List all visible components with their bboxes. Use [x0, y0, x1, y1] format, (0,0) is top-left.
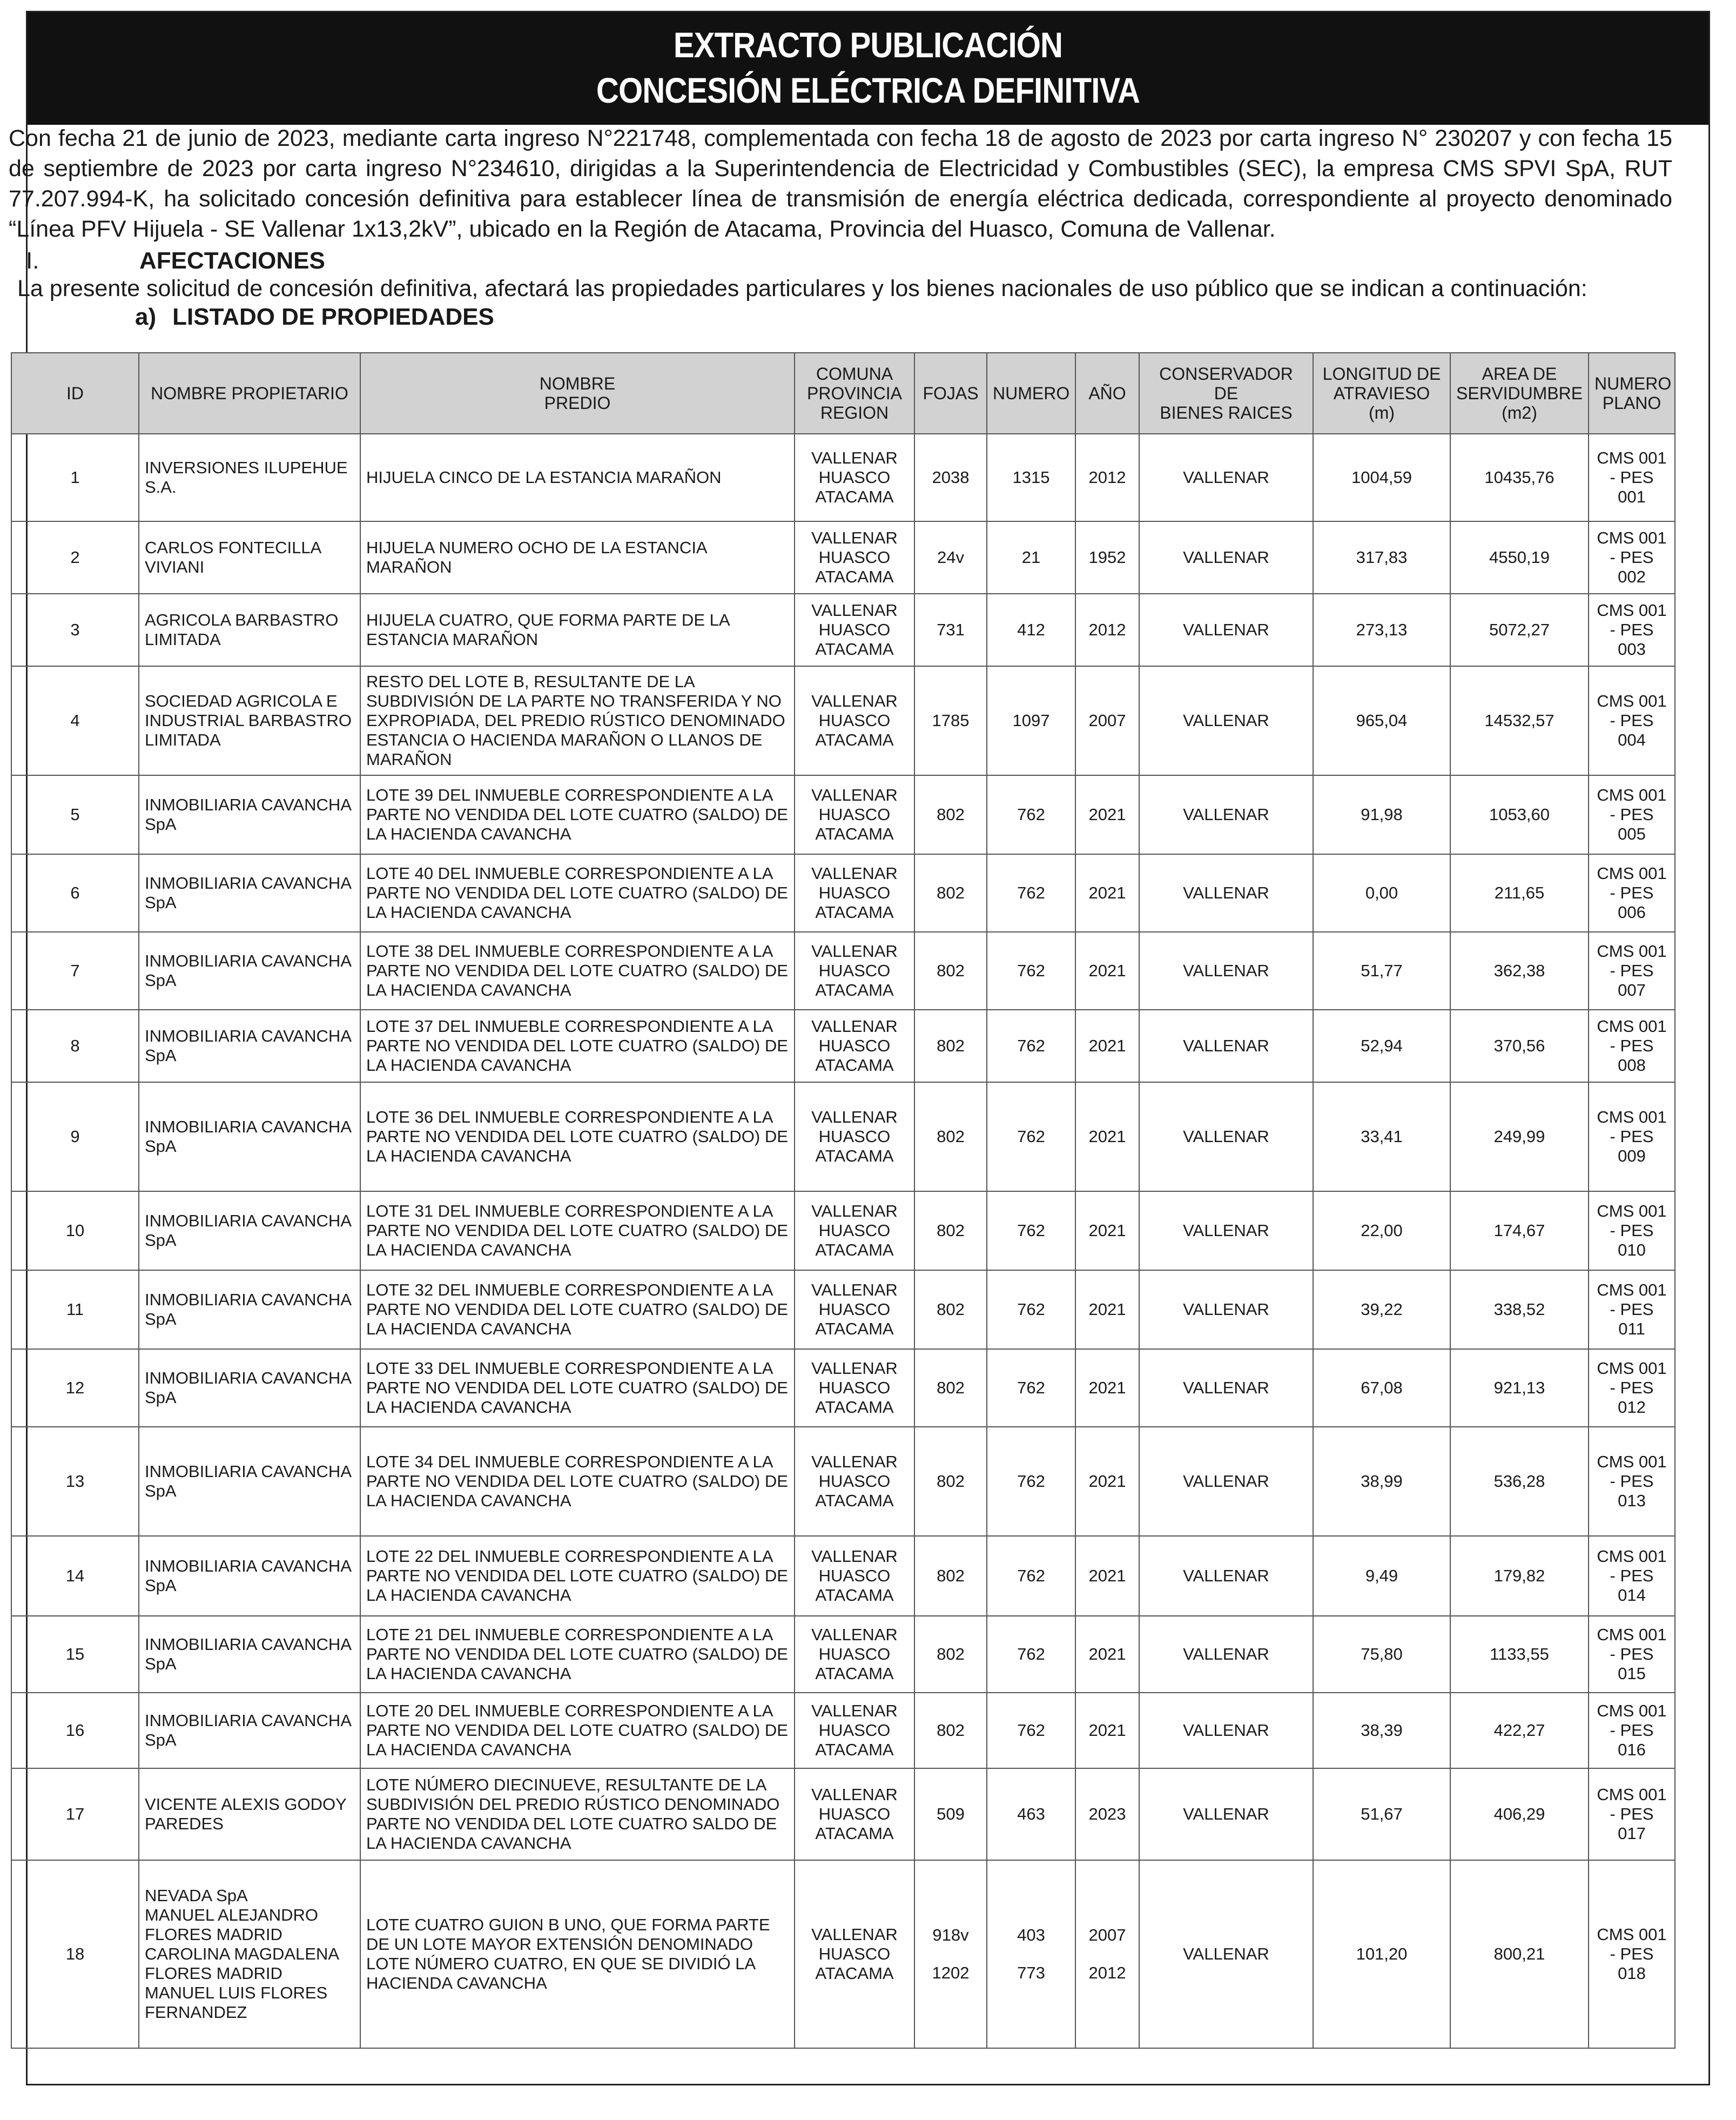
cell-plano: CMS 001 - PES 005 [1589, 775, 1675, 854]
cell-location: VALLENAR HUASCO ATACAMA [795, 1427, 914, 1536]
cell-id: 7 [11, 932, 139, 1010]
table-row [11, 1191, 1675, 1270]
table-row [11, 1349, 1675, 1427]
cell-owner: AGRICOLA BARBASTRO LIMITADA [139, 594, 360, 666]
cell-property: LOTE 40 DEL INMUEBLE CORRESPONDIENTE A LA PARTE NO VENDIDA DEL LOTE CUATRO (SALDO) DE LA HACIENDA CAVANCHA [360, 854, 795, 932]
cell-longitud: 22,00 [1313, 1191, 1450, 1270]
cell-numero: 403 773 [987, 1860, 1075, 2048]
cell-fojas: 802 [914, 1693, 987, 1768]
cell-conservador: VALLENAR [1139, 1427, 1313, 1536]
cell-anio: 2021 [1075, 1693, 1139, 1768]
cell-area: 422,27 [1450, 1693, 1589, 1768]
cell-location: VALLENAR HUASCO ATACAMA [795, 1270, 914, 1349]
subsection-number: a) [135, 304, 157, 330]
cell-conservador: VALLENAR [1139, 1270, 1313, 1349]
cell-owner: INVERSIONES ILUPEHUE S.A. [139, 434, 360, 521]
cell-area: 4550,19 [1450, 521, 1589, 594]
cell-anio: 2021 [1075, 1270, 1139, 1349]
cell-conservador: VALLENAR [1139, 1191, 1313, 1270]
cell-anio: 2021 [1075, 1616, 1139, 1693]
cell-id: 11 [11, 1270, 139, 1349]
cell-id: 3 [11, 594, 139, 666]
table-row [11, 521, 1675, 594]
properties-table [11, 352, 1676, 2049]
cell-conservador: VALLENAR [1139, 594, 1313, 666]
header-id: ID [11, 353, 139, 434]
cell-owner: INMOBILIARIA CAVANCHA SpA [139, 775, 360, 854]
cell-numero: 762 [987, 1191, 1075, 1270]
table-row [11, 775, 1675, 854]
table-row [11, 854, 1675, 932]
cell-location: VALLENAR HUASCO ATACAMA [795, 666, 914, 775]
cell-fojas: 802 [914, 854, 987, 932]
cell-anio: 1952 [1075, 521, 1139, 594]
cell-numero: 762 [987, 1536, 1075, 1616]
cell-id: 4 [11, 666, 139, 775]
cell-id: 15 [11, 1616, 139, 1693]
cell-location: VALLENAR HUASCO ATACAMA [795, 1349, 914, 1427]
cell-numero: 762 [987, 1270, 1075, 1349]
cell-location: VALLENAR HUASCO ATACAMA [795, 434, 914, 521]
cell-plano: CMS 001 - PES 004 [1589, 666, 1675, 775]
cell-longitud: 67,08 [1313, 1349, 1450, 1427]
subsection-title: LISTADO DE PROPIEDADES [172, 304, 494, 330]
cell-plano: CMS 001 - PES 010 [1589, 1191, 1675, 1270]
cell-id: 17 [11, 1768, 139, 1860]
cell-plano: CMS 001 - PES 018 [1589, 1860, 1675, 2048]
cell-fojas: 918v 1202 [914, 1860, 987, 2048]
title-banner [28, 12, 1708, 125]
cell-id: 2 [11, 521, 139, 594]
cell-anio: 2021 [1075, 1191, 1139, 1270]
cell-plano: CMS 001 - PES 014 [1589, 1536, 1675, 1616]
cell-fojas: 802 [914, 932, 987, 1010]
cell-property: HIJUELA CINCO DE LA ESTANCIA MARAÑON [360, 434, 795, 521]
table-header-row [11, 353, 1675, 434]
cell-fojas: 1785 [914, 666, 987, 775]
cell-property: LOTE 20 DEL INMUEBLE CORRESPONDIENTE A LA PARTE NO VENDIDA DEL LOTE CUATRO (SALDO) DE LA HACIENDA CAVANCHA [360, 1693, 795, 1768]
cell-conservador: VALLENAR [1139, 1536, 1313, 1616]
cell-area: 370,56 [1450, 1010, 1589, 1082]
cell-owner: INMOBILIARIA CAVANCHA SpA [139, 1349, 360, 1427]
header-numero: NUMERO [987, 353, 1075, 434]
header-area: AREA DE SERVIDUMBRE (m2) [1450, 353, 1589, 434]
cell-fojas: 802 [914, 1536, 987, 1616]
cell-anio: 2021 [1075, 1427, 1139, 1536]
cell-numero: 1097 [987, 666, 1075, 775]
cell-conservador: VALLENAR [1139, 1082, 1313, 1191]
cell-id: 8 [11, 1010, 139, 1082]
cell-property: HIJUELA NUMERO OCHO DE LA ESTANCIA MARAÑON [360, 521, 795, 594]
cell-area: 5072,27 [1450, 594, 1589, 666]
cell-location: VALLENAR HUASCO ATACAMA [795, 1191, 914, 1270]
cell-property: LOTE NÚMERO DIECINUEVE, RESULTANTE DE LA SUBDIVISIÓN DEL PREDIO RÚSTICO DENOMINADO PARTE NO VENDIDA DEL LOTE CUATRO SALDO DE LA HACIENDA CAVANCHA [360, 1768, 795, 1860]
cell-area: 800,21 [1450, 1860, 1589, 2048]
cell-id: 14 [11, 1536, 139, 1616]
cell-property: LOTE 32 DEL INMUEBLE CORRESPONDIENTE A LA PARTE NO VENDIDA DEL LOTE CUATRO (SALDO) DE LA HACIENDA CAVANCHA [360, 1270, 795, 1349]
cell-longitud: 38,99 [1313, 1427, 1450, 1536]
table-row [11, 434, 1675, 521]
table-row-18 [11, 1860, 1675, 2048]
cell-anio: 2012 [1075, 594, 1139, 666]
cell-location: VALLENAR HUASCO ATACAMA [795, 1010, 914, 1082]
cell-property: LOTE 36 DEL INMUEBLE CORRESPONDIENTE A LA PARTE NO VENDIDA DEL LOTE CUATRO (SALDO) DE LA HACIENDA CAVANCHA [360, 1082, 795, 1191]
cell-area: 249,99 [1450, 1082, 1589, 1191]
section-afectaciones [26, 247, 325, 274]
cell-fojas: 24v [914, 521, 987, 594]
cell-id: 1 [11, 434, 139, 521]
cell-location: VALLENAR HUASCO ATACAMA [795, 1768, 914, 1860]
cell-owner: INMOBILIARIA CAVANCHA SpA [139, 1616, 360, 1693]
cell-numero: 762 [987, 1427, 1075, 1536]
cell-property: RESTO DEL LOTE B, RESULTANTE DE LA SUBDIVISIÓN DE LA PARTE NO TRANSFERIDA Y NO EXPROPIADA, DEL PREDIO RÚSTICO DENOMINADO ESTANCIA O HACIENDA MARAÑON O LLANOS DE MARAÑON [360, 666, 795, 775]
cell-location: VALLENAR HUASCO ATACAMA [795, 1082, 914, 1191]
cell-longitud: 965,04 [1313, 666, 1450, 775]
table-row [11, 1536, 1675, 1616]
cell-conservador: VALLENAR [1139, 1693, 1313, 1768]
cell-location: VALLENAR HUASCO ATACAMA [795, 1616, 914, 1693]
cell-longitud: 33,41 [1313, 1082, 1450, 1191]
cell-longitud: 39,22 [1313, 1270, 1450, 1349]
cell-owner: INMOBILIARIA CAVANCHA SpA [139, 1270, 360, 1349]
section-number: I. [26, 247, 39, 274]
table-row [11, 1427, 1675, 1536]
cell-property: LOTE 22 DEL INMUEBLE CORRESPONDIENTE A LA PARTE NO VENDIDA DEL LOTE CUATRO (SALDO) DE LA HACIENDA CAVANCHA [360, 1536, 795, 1616]
cell-plano: CMS 001 - PES 003 [1589, 594, 1675, 666]
cell-fojas: 802 [914, 1010, 987, 1082]
cell-conservador: VALLENAR [1139, 1616, 1313, 1693]
cell-plano: CMS 001 - PES 009 [1589, 1082, 1675, 1191]
cell-numero: 412 [987, 594, 1075, 666]
cell-area: 10435,76 [1450, 434, 1589, 521]
cell-longitud: 317,83 [1313, 521, 1450, 594]
table-row [11, 1010, 1675, 1082]
cell-longitud: 1004,59 [1313, 434, 1450, 521]
cell-fojas: 802 [914, 1427, 987, 1536]
section-title: AFECTACIONES [139, 247, 325, 274]
cell-anio: 2021 [1075, 1010, 1139, 1082]
intro-paragraph: Con fecha 21 de junio de 2023, mediante carta ingreso N°221748, complementada con fecha 18 de agosto de 2023 por carta ingreso N° 230207 y con fecha 15 de septiembre de 2023 por carta ingreso N°234610, dirigidas a la Superintendencia de Electricidad y Combustibles (SEC), la empresa CMS SPVI SpA, RUT 77.207.994-K, ha solicitado concesión definitiva para establecer línea de transmisión de energía eléctrica dedicada, correspondiente al proyecto denominado “Línea PFV Hijuela - SE Vallenar 1x13,2kV”, ubicado en la Región de Atacama, Provincia del Huasco, Comuna de Vallenar. [9, 125, 1672, 242]
cell-area: 406,29 [1450, 1768, 1589, 1860]
cell-anio: 2021 [1075, 775, 1139, 854]
cell-property: LOTE 39 DEL INMUEBLE CORRESPONDIENTE A LA PARTE NO VENDIDA DEL LOTE CUATRO (SALDO) DE LA HACIENDA CAVANCHA [360, 775, 795, 854]
cell-fojas: 802 [914, 1270, 987, 1349]
table-row [11, 594, 1675, 666]
cell-numero: 762 [987, 1010, 1075, 1082]
table-row [11, 1768, 1675, 1860]
cell-plano: CMS 001 - PES 002 [1589, 521, 1675, 594]
cell-location: VALLENAR HUASCO ATACAMA [795, 932, 914, 1010]
table-row [11, 1270, 1675, 1349]
cell-numero: 762 [987, 1616, 1075, 1693]
cell-property: LOTE 34 DEL INMUEBLE CORRESPONDIENTE A LA PARTE NO VENDIDA DEL LOTE CUATRO (SALDO) DE LA HACIENDA CAVANCHA [360, 1427, 795, 1536]
cell-numero: 762 [987, 854, 1075, 932]
cell-anio: 2012 [1075, 434, 1139, 521]
cell-conservador: VALLENAR [1139, 434, 1313, 521]
cell-fojas: 802 [914, 1349, 987, 1427]
table-row [11, 1082, 1675, 1191]
header-anio: AÑO [1075, 353, 1139, 434]
cell-longitud: 51,67 [1313, 1768, 1450, 1860]
cell-plano: CMS 001 - PES 017 [1589, 1768, 1675, 1860]
cell-id: 5 [11, 775, 139, 854]
cell-area: 211,65 [1450, 854, 1589, 932]
cell-area: 1053,60 [1450, 775, 1589, 854]
cell-conservador: VALLENAR [1139, 521, 1313, 594]
cell-owner: INMOBILIARIA CAVANCHA SpA [139, 1010, 360, 1082]
cell-owner: CARLOS FONTECILLA VIVIANI [139, 521, 360, 594]
cell-owner: NEVADA SpA MANUEL ALEJANDRO FLORES MADRID CAROLINA MAGDALENA FLORES MADRID MANUEL LUIS FLORES FERNANDEZ [139, 1860, 360, 2048]
cell-area: 14532,57 [1450, 666, 1589, 775]
cell-anio: 2021 [1075, 1082, 1139, 1191]
table-row [11, 1616, 1675, 1693]
cell-conservador: VALLENAR [1139, 854, 1313, 932]
section-description: La presente solicitud de concesión definitiva, afectará las propiedades particulares y los bienes nacionales de uso público que se indican a continuación: [17, 276, 1587, 301]
cell-owner: INMOBILIARIA CAVANCHA SpA [139, 1536, 360, 1616]
cell-conservador: VALLENAR [1139, 1349, 1313, 1427]
cell-anio: 2007 2012 [1075, 1860, 1139, 2048]
cell-plano: CMS 001 - PES 008 [1589, 1010, 1675, 1082]
cell-plano: CMS 001 - PES 011 [1589, 1270, 1675, 1349]
cell-longitud: 9,49 [1313, 1536, 1450, 1616]
cell-numero: 762 [987, 1082, 1075, 1191]
cell-anio: 2023 [1075, 1768, 1139, 1860]
cell-area: 179,82 [1450, 1536, 1589, 1616]
subsection-listado [135, 304, 494, 331]
cell-location: VALLENAR HUASCO ATACAMA [795, 521, 914, 594]
cell-plano: CMS 001 - PES 006 [1589, 854, 1675, 932]
cell-id: 16 [11, 1693, 139, 1768]
cell-plano: CMS 001 - PES 012 [1589, 1349, 1675, 1427]
cell-longitud: 101,20 [1313, 1860, 1450, 2048]
header-owner: NOMBRE PROPIETARIO [139, 353, 360, 434]
cell-id: 9 [11, 1082, 139, 1191]
header-property: NOMBRE PREDIO [360, 353, 795, 434]
table-row [11, 1693, 1675, 1768]
cell-conservador: VALLENAR [1139, 1768, 1313, 1860]
cell-numero: 21 [987, 521, 1075, 594]
cell-conservador: VALLENAR [1139, 932, 1313, 1010]
cell-area: 338,52 [1450, 1270, 1589, 1349]
cell-owner: INMOBILIARIA CAVANCHA SpA [139, 1191, 360, 1270]
cell-property: LOTE CUATRO GUION B UNO, QUE FORMA PARTE DE UN LOTE MAYOR EXTENSIÓN DENOMINADO LOTE NÚMERO CUATRO, EN QUE SE DIVIDIÓ LA HACIENDA CAVANCHA [360, 1860, 795, 2048]
cell-conservador: VALLENAR [1139, 666, 1313, 775]
cell-location: VALLENAR HUASCO ATACAMA [795, 854, 914, 932]
cell-plano: CMS 001 - PES 001 [1589, 434, 1675, 521]
cell-longitud: 273,13 [1313, 594, 1450, 666]
cell-property: LOTE 37 DEL INMUEBLE CORRESPONDIENTE A LA PARTE NO VENDIDA DEL LOTE CUATRO (SALDO) DE LA HACIENDA CAVANCHA [360, 1010, 795, 1082]
cell-anio: 2021 [1075, 932, 1139, 1010]
cell-conservador: VALLENAR [1139, 775, 1313, 854]
cell-owner: SOCIEDAD AGRICOLA E INDUSTRIAL BARBASTRO LIMITADA [139, 666, 360, 775]
cell-owner: INMOBILIARIA CAVANCHA SpA [139, 932, 360, 1010]
cell-numero: 1315 [987, 434, 1075, 521]
cell-longitud: 91,98 [1313, 775, 1450, 854]
cell-owner: INMOBILIARIA CAVANCHA SpA [139, 1082, 360, 1191]
cell-longitud: 38,39 [1313, 1693, 1450, 1768]
cell-area: 536,28 [1450, 1427, 1589, 1536]
cell-area: 1133,55 [1450, 1616, 1589, 1693]
cell-plano: CMS 001 - PES 015 [1589, 1616, 1675, 1693]
cell-id: 18 [11, 1860, 139, 2048]
cell-numero: 762 [987, 1349, 1075, 1427]
cell-plano: CMS 001 - PES 016 [1589, 1693, 1675, 1768]
cell-location: VALLENAR HUASCO ATACAMA [795, 594, 914, 666]
cell-property: LOTE 21 DEL INMUEBLE CORRESPONDIENTE A LA PARTE NO VENDIDA DEL LOTE CUATRO (SALDO) DE LA HACIENDA CAVANCHA [360, 1616, 795, 1693]
cell-id: 13 [11, 1427, 139, 1536]
table-row [11, 932, 1675, 1010]
header-fojas: FOJAS [914, 353, 987, 434]
cell-fojas: 2038 [914, 434, 987, 521]
cell-numero: 762 [987, 932, 1075, 1010]
cell-numero: 762 [987, 775, 1075, 854]
cell-property: LOTE 33 DEL INMUEBLE CORRESPONDIENTE A LA PARTE NO VENDIDA DEL LOTE CUATRO (SALDO) DE LA HACIENDA CAVANCHA [360, 1349, 795, 1427]
title-line-2: CONCESIÓN ELÉCTRICA DEFINITIVA [596, 70, 1140, 110]
cell-anio: 2007 [1075, 666, 1139, 775]
cell-property: LOTE 31 DEL INMUEBLE CORRESPONDIENTE A LA PARTE NO VENDIDA DEL LOTE CUATRO (SALDO) DE LA HACIENDA CAVANCHA [360, 1191, 795, 1270]
cell-conservador: VALLENAR [1139, 1860, 1313, 2048]
cell-property: HIJUELA CUATRO, QUE FORMA PARTE DE LA ESTANCIA MARAÑON [360, 594, 795, 666]
cell-fojas: 802 [914, 775, 987, 854]
cell-owner: INMOBILIARIA CAVANCHA SpA [139, 1693, 360, 1768]
cell-owner: INMOBILIARIA CAVANCHA SpA [139, 1427, 360, 1536]
cell-location: VALLENAR HUASCO ATACAMA [795, 1536, 914, 1616]
cell-area: 362,38 [1450, 932, 1589, 1010]
cell-id: 12 [11, 1349, 139, 1427]
cell-longitud: 51,77 [1313, 932, 1450, 1010]
cell-anio: 2021 [1075, 1536, 1139, 1616]
cell-fojas: 731 [914, 594, 987, 666]
table-row [11, 666, 1675, 775]
cell-location: VALLENAR HUASCO ATACAMA [795, 775, 914, 854]
cell-fojas: 802 [914, 1191, 987, 1270]
cell-anio: 2021 [1075, 1349, 1139, 1427]
cell-plano: CMS 001 - PES 007 [1589, 932, 1675, 1010]
cell-area: 174,67 [1450, 1191, 1589, 1270]
cell-plano: CMS 001 - PES 013 [1589, 1427, 1675, 1536]
cell-conservador: VALLENAR [1139, 1010, 1313, 1082]
cell-longitud: 52,94 [1313, 1010, 1450, 1082]
cell-area: 921,13 [1450, 1349, 1589, 1427]
cell-longitud: 0,00 [1313, 854, 1450, 932]
cell-fojas: 802 [914, 1616, 987, 1693]
cell-id: 6 [11, 854, 139, 932]
cell-longitud: 75,80 [1313, 1616, 1450, 1693]
cell-fojas: 802 [914, 1082, 987, 1191]
header-conservador: CONSERVADOR DE BIENES RAICES [1139, 353, 1313, 434]
header-comuna: COMUNA PROVINCIA REGION [795, 353, 914, 434]
header-plano: NUMERO PLANO [1589, 353, 1675, 434]
cell-property: LOTE 38 DEL INMUEBLE CORRESPONDIENTE A LA PARTE NO VENDIDA DEL LOTE CUATRO (SALDO) DE LA HACIENDA CAVANCHA [360, 932, 795, 1010]
cell-numero: 762 [987, 1693, 1075, 1768]
cell-owner: VICENTE ALEXIS GODOY PAREDES [139, 1768, 360, 1860]
cell-numero: 463 [987, 1768, 1075, 1860]
cell-id: 10 [11, 1191, 139, 1270]
cell-fojas: 509 [914, 1768, 987, 1860]
title-line-1: EXTRACTO PUBLICACIÓN [673, 25, 1063, 65]
cell-location: VALLENAR HUASCO ATACAMA [795, 1693, 914, 1768]
cell-location: VALLENAR HUASCO ATACAMA [795, 1860, 914, 2048]
cell-owner: INMOBILIARIA CAVANCHA SpA [139, 854, 360, 932]
cell-anio: 2021 [1075, 854, 1139, 932]
header-longitud: LONGITUD DE ATRAVIESO (m) [1313, 353, 1450, 434]
